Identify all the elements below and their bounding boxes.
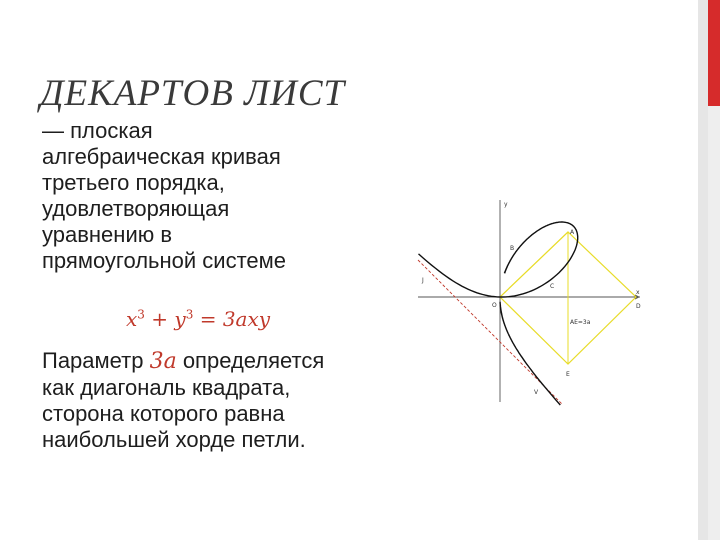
equation: [126, 307, 270, 331]
description-line: третьего порядка,: [42, 170, 225, 195]
parameter-line: наибольшей хорде петли.: [42, 427, 306, 452]
label-x: x: [636, 289, 640, 296]
equation-power-x: 3: [137, 307, 145, 322]
label-c: C: [550, 283, 555, 290]
parameter-text: [42, 348, 392, 453]
parameter-suffix: определяется: [176, 348, 325, 373]
description-line: алгебраическая кривая: [42, 144, 281, 169]
label-j: J: [422, 277, 424, 284]
description-line: уравнению в: [42, 222, 173, 247]
slide-accent-bar: [708, 0, 720, 540]
description-line: прямоугольной системе: [42, 248, 287, 273]
parameter-line: как диагональ квадрата,: [42, 375, 291, 400]
equation-y: y: [174, 307, 186, 331]
description-text: [42, 118, 392, 274]
label-o: O: [492, 302, 497, 309]
label-a: A: [570, 229, 575, 236]
folium-figure: [414, 196, 644, 410]
equation-power-y: 3: [185, 307, 194, 322]
label-d: D: [636, 303, 641, 310]
folium-curve: [419, 222, 578, 405]
equation-plus: +: [151, 307, 175, 331]
slide-side-border: [698, 0, 708, 540]
equation-rhs: = 3axy: [199, 307, 271, 331]
chord-oa: [500, 232, 568, 297]
parameter-value: 3a: [149, 349, 177, 374]
label-e: E: [566, 371, 570, 378]
parameter-line: сторона которого равна: [42, 401, 285, 426]
label-b: B: [510, 245, 515, 252]
label-ae: AE=3a: [570, 319, 591, 326]
accent-red-block: [708, 0, 720, 106]
description-line: — плоская: [42, 118, 153, 143]
accent-grey-block: [708, 106, 720, 540]
parameter-prefix: Параметр: [42, 348, 150, 373]
label-v: V: [534, 389, 539, 396]
label-y: y: [504, 201, 508, 208]
equation-x: x: [126, 307, 138, 331]
description-line: удовлетворяющая: [42, 196, 230, 221]
parameter-first-line: [42, 348, 392, 375]
slide-title: ДЕКАРТОВ ЛИСТ: [40, 73, 346, 114]
